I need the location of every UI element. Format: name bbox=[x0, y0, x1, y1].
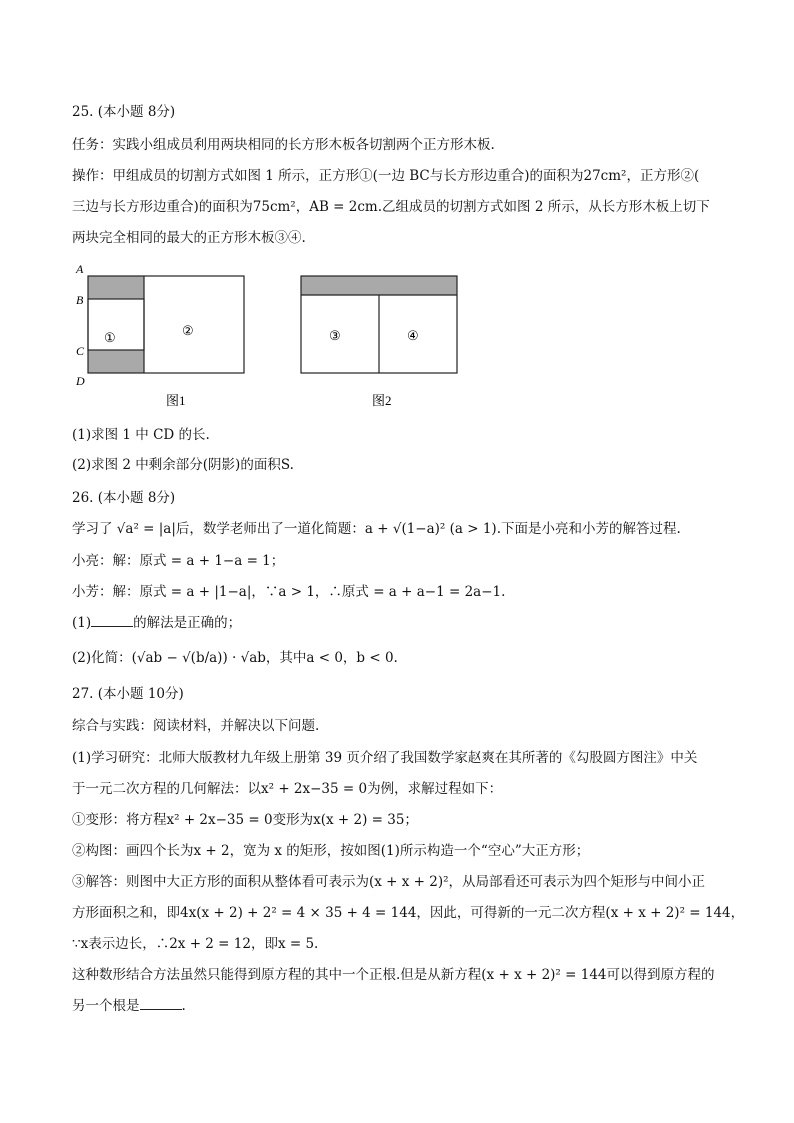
square-4-label: ④ bbox=[407, 328, 419, 343]
square-1 bbox=[88, 299, 144, 350]
label-b: B bbox=[76, 293, 84, 307]
q25-operation-line-1: 操作：甲组成员的切割方式如图 1 所示，正方形①(一边 BC与长方形边重合)的面积为27cm²，正方形②( bbox=[72, 168, 700, 184]
label-a: A bbox=[76, 262, 84, 276]
q27-step-solve-3: ∵x表示边长，∴2x + 2 = 12，即x = 5. bbox=[72, 936, 319, 952]
q27-step-construct: ②构图：画四个长为x + 2，宽为 x 的矩形，按如图(1)所示构造一个“空心”大正方形； bbox=[72, 843, 590, 859]
shaded-top bbox=[88, 276, 144, 299]
q27-header: 27. (本小题 10分) bbox=[72, 686, 184, 702]
q25-header: 25. (本小题 8分) bbox=[72, 104, 176, 120]
figure-2-caption: 图2 bbox=[372, 393, 392, 408]
q26-intro: 学习了 √a² = |a|后，数学老师出了一道化简题：a + √(1−a)² (a > 1).下面是小亮和小芳的解答过程. bbox=[72, 521, 681, 537]
q26-sub-question-2: (2)化简：(√ab − √(b/a)) · √ab，其中a < 0，b < 0. bbox=[72, 650, 398, 666]
q26-xiaoliang-solution: 小亮：解：原式 = a + 1−a = 1； bbox=[72, 553, 285, 569]
answer-blank-2 bbox=[140, 997, 182, 1010]
q27-intro: 综合与实践：阅读材料，并解决以下问题. bbox=[72, 718, 320, 734]
label-d: D bbox=[76, 374, 85, 388]
q25-sub-question-2: (2)求图 2 中剩余部分(阴影)的面积S. bbox=[72, 457, 294, 473]
q27-step-solve: ③解答：则图中大正方形的面积从整体看可表示为(x + x + 2)²，从局部看还可表示为四个矩形与中间小正 bbox=[72, 874, 706, 890]
q27-paragraph-1: (1)学习研究：北师大版教材九年级上册第 39 页介绍了我国数学家赵爽在其所著的《勾股圆方图注》中关 bbox=[72, 750, 698, 766]
q27-step-transform: ①变形：将方程x² + 2x−35 = 0变形为x(x + 2) = 35； bbox=[72, 812, 418, 828]
square-3-label: ③ bbox=[329, 328, 341, 343]
square-1-label: ① bbox=[104, 330, 116, 345]
answer-blank bbox=[91, 614, 133, 627]
q26-sub-question-1 bbox=[72, 614, 241, 632]
q27-step-solve-2: 方形面积之和，即4x(x + 2) + 2² = 4 × 35 + 4 = 144，因此，可得新的一元二次方程(x + x + 2)² = 144， bbox=[72, 905, 745, 921]
q25-sub-question-1: (1)求图 1 中 CD 的长. bbox=[72, 427, 210, 443]
q26-sub1-prefix: (1) bbox=[72, 615, 92, 631]
q26-header: 26. (本小题 8分) bbox=[72, 490, 176, 506]
q26-xiaofang-solution: 小芳：解：原式 = a + |1−a|，∵a > 1，∴原式 = a + a−1 = 2a−1. bbox=[72, 584, 506, 600]
label-c: C bbox=[76, 344, 85, 358]
square-2-label: ② bbox=[182, 323, 194, 338]
q27-other-root-text: 另一个根是 bbox=[72, 998, 140, 1014]
shaded-strip bbox=[301, 276, 457, 295]
q27-conclusion: 这种数形结合方法虽然只能得到原方程的其中一个正根.但是从新方程(x + x + 2)² = 144可以得到原方程的 bbox=[72, 967, 715, 983]
shaded-bottom bbox=[88, 350, 144, 373]
q27-question-other-root bbox=[72, 997, 186, 1015]
q25-operation-line-2: 三边与长方形边重合)的面积为75cm²，AB = 2cm.乙组成员的切割方式如图 2 所示，从长方形木板上切下 bbox=[72, 199, 710, 215]
q26-sub1-suffix: 的解法是正确的； bbox=[133, 615, 242, 631]
figure-1-caption: 图1 bbox=[166, 393, 186, 408]
q25-operation-line-3: 两块完全相同的最大的正方形木板③④. bbox=[72, 230, 306, 246]
figure-2 bbox=[295, 268, 465, 413]
figure-1 bbox=[70, 258, 260, 413]
q27-paragraph-2: 于一元二次方程的几何解法：以x² + 2x−35 = 0为例，求解过程如下： bbox=[72, 781, 503, 797]
q27-other-root-end: . bbox=[181, 998, 186, 1014]
q25-task: 任务：实践小组成员利用两块相同的长方形木板各切割两个正方形木板. bbox=[72, 137, 495, 153]
